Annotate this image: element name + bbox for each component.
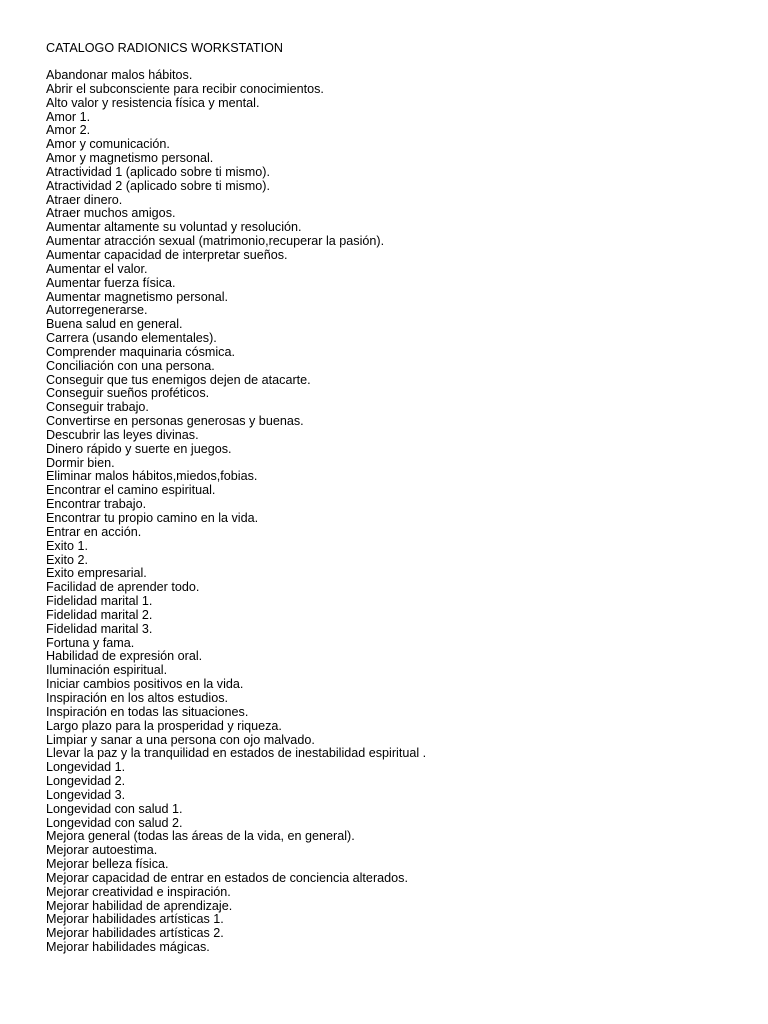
catalog-list-item: Descubrir las leyes divinas. bbox=[46, 427, 199, 442]
catalog-list-item: Inspiración en los altos estudios. bbox=[46, 690, 229, 705]
catalog-list-item: Abandonar malos hábitos. bbox=[46, 68, 193, 82]
catalog-list-item: Amor y comunicación. bbox=[46, 137, 170, 152]
catalog-list-item: Aumentar altamente su voluntad y resolución. bbox=[46, 220, 302, 235]
catalog-list bbox=[46, 69, 426, 955]
catalog-list-item: Longevidad con salud 2. bbox=[46, 815, 183, 830]
catalog-list-item: Mejorar creatividad e inspiración. bbox=[46, 884, 231, 899]
catalog-list-item: Conseguir que tus enemigos dejen de atacarte. bbox=[46, 372, 311, 387]
catalog-list-item: Habilidad de expresión oral. bbox=[46, 649, 203, 664]
catalog-list-item: Dinero rápido y suerte en juegos. bbox=[46, 441, 232, 456]
catalog-list-item: Convertirse en personas generosas y buenas. bbox=[46, 414, 304, 429]
catalog-list-item: Exito 1. bbox=[46, 538, 88, 553]
catalog-list-item: Carrera (usando elementales). bbox=[46, 331, 217, 346]
catalog-list-item: Abrir el subconsciente para recibir conocimientos. bbox=[46, 81, 324, 96]
catalog-list-item: Mejorar habilidad de aprendizaje. bbox=[46, 898, 233, 913]
catalog-list-item: Llevar la paz y la tranquilidad en estados de inestabilidad espiritual . bbox=[46, 746, 427, 761]
catalog-list-item: Alto valor y resistencia física y mental. bbox=[46, 95, 260, 110]
catalog-list-item: Fidelidad marital 3. bbox=[46, 621, 153, 636]
catalog-list-item: Iniciar cambios positivos en la vida. bbox=[46, 677, 244, 692]
catalog-list-item: Conciliación con una persona. bbox=[46, 358, 215, 373]
catalog-list-item: Amor y magnetismo personal. bbox=[46, 151, 214, 166]
catalog-list-item: Mejorar habilidades artísticas 2. bbox=[46, 926, 224, 941]
catalog-list-item: Atractividad 2 (aplicado sobre ti mismo). bbox=[46, 178, 270, 193]
catalog-list-item: Encontrar el camino espiritual. bbox=[46, 483, 216, 498]
catalog-list-item: Conseguir trabajo. bbox=[46, 400, 149, 415]
catalog-list-item: Aumentar el valor. bbox=[46, 261, 148, 276]
catalog-list-item: Largo plazo para la prosperidad y riqueza. bbox=[46, 718, 282, 733]
catalog-list-item: Eliminar malos hábitos,miedos,fobias. bbox=[46, 469, 258, 484]
document-title: CATALOGO RADIONICS WORKSTATION bbox=[46, 41, 283, 55]
catalog-list-item: Aumentar atracción sexual (matrimonio,recuperar la pasión). bbox=[46, 234, 385, 249]
catalog-list-item: Iluminación espiritual. bbox=[46, 663, 168, 678]
catalog-list-item: Comprender maquinaria cósmica. bbox=[46, 344, 235, 359]
catalog-list-item: Fortuna y fama. bbox=[46, 635, 135, 650]
catalog-list-item: Longevidad 2. bbox=[46, 774, 126, 789]
catalog-list-item: Autorregenerarse. bbox=[46, 303, 148, 318]
catalog-list-item: Exito empresarial. bbox=[46, 566, 147, 581]
catalog-list-item: Aumentar magnetismo personal. bbox=[46, 289, 229, 304]
catalog-list-item: Mejorar autoestima. bbox=[46, 843, 158, 858]
catalog-list-item: Aumentar capacidad de interpretar sueños. bbox=[46, 247, 288, 262]
catalog-list-item: Longevidad 1. bbox=[46, 760, 126, 775]
catalog-list-item: Fidelidad marital 2. bbox=[46, 607, 153, 622]
catalog-list-item: Mejorar capacidad de entrar en estados de conciencia alterados. bbox=[46, 870, 408, 885]
catalog-list-item: Mejorar belleza física. bbox=[46, 857, 169, 872]
catalog-list-item: Buena salud en general. bbox=[46, 317, 183, 332]
catalog-list-item: Exito 2. bbox=[46, 552, 88, 567]
catalog-list-item: Limpiar y sanar a una persona con ojo malvado. bbox=[46, 732, 315, 747]
catalog-list-item: Atraer muchos amigos. bbox=[46, 206, 176, 221]
catalog-list-item: Mejorar habilidades artísticas 1. bbox=[46, 912, 224, 927]
catalog-list-item: Facilidad de aprender todo. bbox=[46, 580, 200, 595]
catalog-list-item: Encontrar tu propio camino en la vida. bbox=[46, 511, 259, 525]
catalog-list-item: Amor 2. bbox=[46, 123, 91, 138]
catalog-list-item: Entrar en acción. bbox=[46, 524, 142, 539]
catalog-list-item: Atraer dinero. bbox=[46, 192, 123, 207]
catalog-list-item: Amor 1. bbox=[46, 109, 91, 124]
catalog-list-item: Aumentar fuerza física. bbox=[46, 275, 176, 290]
catalog-list-item: Conseguir sueños proféticos. bbox=[46, 386, 210, 401]
catalog-list-item: Mejorar habilidades mágicas. bbox=[46, 940, 210, 955]
catalog-list-item: Dormir bien. bbox=[46, 455, 115, 470]
catalog-list-item: Inspiración en todas las situaciones. bbox=[46, 704, 249, 719]
catalog-list-item: Atractividad 1 (aplicado sobre ti mismo). bbox=[46, 164, 270, 179]
catalog-list-item: Fidelidad marital 1. bbox=[46, 594, 153, 609]
catalog-list-item: Encontrar trabajo. bbox=[46, 497, 147, 512]
catalog-list-item: Longevidad 3. bbox=[46, 787, 126, 802]
catalog-list-item: Mejora general (todas las áreas de la vida, en general). bbox=[46, 829, 355, 844]
catalog-list-item: Longevidad con salud 1. bbox=[46, 801, 183, 816]
